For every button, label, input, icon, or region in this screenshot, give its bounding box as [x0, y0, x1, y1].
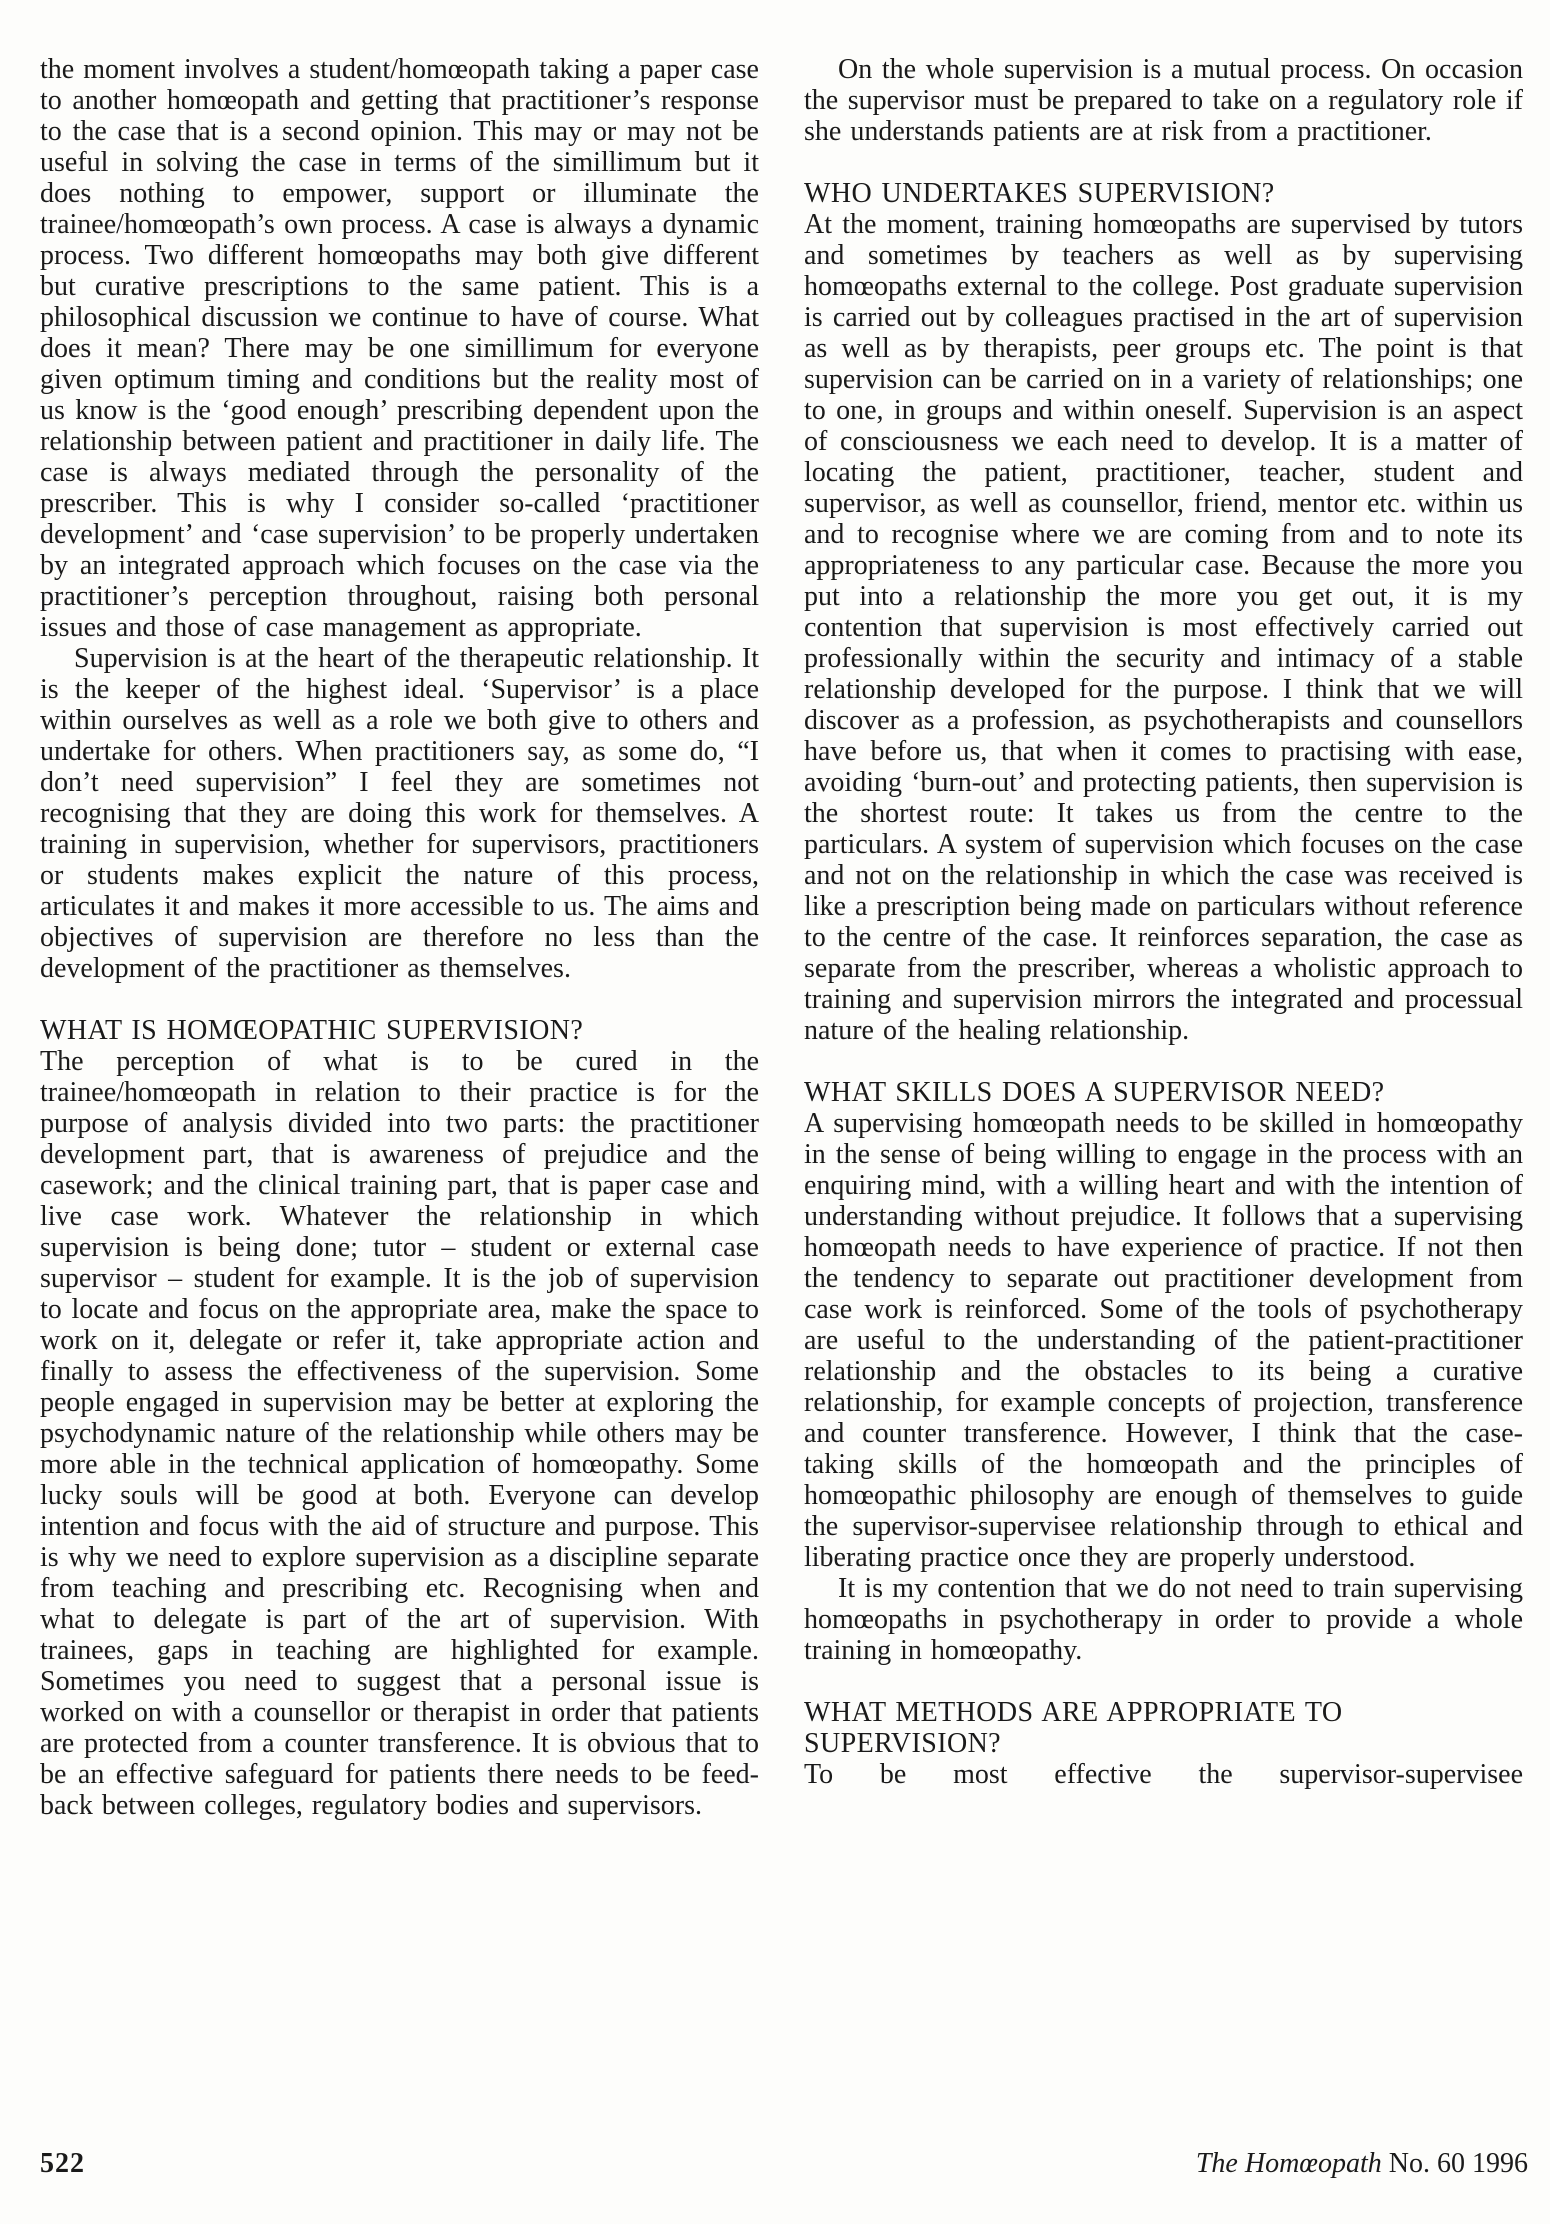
section-heading: WHAT IS HOMŒOPATHIC SUPERVISION?	[40, 1015, 584, 1046]
article-body	[40, 54, 1523, 1821]
section-heading: WHO UNDERTAKES SUPERVISION?	[804, 178, 1275, 209]
body-paragraph: the moment involves a student/homœopath taking a paper case to another homœopath and getting that practitioner’s response to the case that is a second opinion. This may or may not be useful in solving the case in terms of the simillimum but it does nothing to empower, support or illuminate the trainee/homœopath’s own process. A case is always a dynamic process. Two different homœopaths may both give different but curative prescriptions to the same patient. This is a philosophical discussion we continue to have of course. What does it mean? There may be one simillimum for everyone given optimum timing and conditions but the reality most of us know is the ‘good enough’ prescribing dependent upon the relationship between patient and practitioner in daily life. The case is always mediated through the personality of the prescriber. This is why I consider so-called ‘practitioner development’ and ‘case supervision’ to be properly undertaken by an integrated approach which focuses on the case via the practitioner’s perception throughout, raising both personal issues and those of case management as appropriate.	[40, 54, 759, 643]
body-paragraph: It is my contention that we do not need to train supervising homœopaths in psychotherapy in order to provide a whole training in homœopathy.	[804, 1573, 1523, 1666]
journal-title: The Homœopath	[1195, 2148, 1382, 2179]
section-heading: WHAT SKILLS DOES A SUPERVISOR NEED?	[804, 1077, 1385, 1108]
section-heading: WHAT METHODS ARE APPROPRIATE TO SUPERVISION?	[804, 1697, 1343, 1759]
body-paragraph: At the moment, training homœopaths are supervised by tutors and sometimes by teachers as well as by supervising homœopaths external to the college. Post graduate supervision is carried out by colleagues practised in the art of supervision as well as by therapists, peer groups etc. The point is that supervision can be carried on in a variety of relationships; one to one, in groups and within oneself. Supervision is an aspect of consciousness we each need to develop. It is a matter of locating the patient, practitioner, teacher, student and supervisor, as well as counsellor, friend, mentor etc. within us and to recognise where we are coming from and to note its appropriateness to any particular case. Because the more you put into a relationship the more you get out, it is my contention that supervision is most effectively carried out professionally within the security and intimacy of a stable relationship developed for the purpose. I think that we will discover as a profession, as psychotherapists and counsellors have before us, that when it comes to practising with ease, avoiding ‘burn-out’ and protecting patients, then supervision is the shortest route: It takes us from the centre to the particulars. A system of supervision which focuses on the case and not on the relationship in which the case was received is like a prescription being made on particulars without reference to the centre of the case. It reinforces separation, the case as separate from the prescriber, whereas a wholistic approach to training and supervision mirrors the integrated and processual nature of the healing relationship.	[804, 209, 1523, 1046]
journal-reference	[1196, 2148, 1528, 2180]
left-column	[40, 54, 759, 1821]
body-paragraph: The perception of what is to be cured in the trainee/homœopath in relation to their practice is for the purpose of analysis divided into two parts: the practitioner development part, that is awareness of prejudice and the casework; and the clinical training part, that is paper case and live case work. Whatever the relationship in which supervision is being done; tutor – student or external case supervisor – student for example. It is the job of supervision to locate and focus on the appropriate area, make the space to work on it, delegate or refer it, take appropriate action and finally to assess the effectiveness of the supervision. Some people engaged in supervision may be better at exploring the psychodynamic nature of the relationship while others may be more able in the technical application of homœopathy. Some lucky souls will be good at both. Everyone can develop intention and focus with the aid of structure and purpose. This is why we need to explore supervision as a discipline separate from teaching and prescribing etc. Recognising when and what to delegate is part of the art of supervision. With trainees, gaps in teaching are highlighted for example. Sometimes you need to suggest that a personal issue is worked on with a counsellor or therapist in order that patients are protected from a counter transference. It is obvious that to be an effective safeguard for patients there needs to be feed-back between colleges, regulatory bodies and supervisors.	[40, 1046, 759, 1821]
body-paragraph: Supervision is at the heart of the therapeutic relationship. It is the keeper of the highest ideal. ‘Supervisor’ is a place within ourselves as well as a role we both give to others and undertake for others. When practitioners say, as some do, “I don’t need supervision” I feel they are sometimes not recognising that they are doing this work for themselves. A training in supervision, whether for supervisors, practitioners or students makes explicit the nature of this process, articulates it and makes it more accessible to us. The aims and objectives of supervision are therefore no less than the development of the practitioner as themselves.	[40, 643, 759, 984]
page-footer	[40, 2148, 1528, 2180]
body-paragraph: A supervising homœopath needs to be skilled in homœopathy in the sense of being willing to engage in the process with an enquiring mind, with a willing heart and with the intention of understanding without prejudice. It follows that a supervising homœopath needs to have experience of practice. If not then the tendency to separate out practitioner development from case work is reinforced. Some of the tools of psychotherapy are useful to the understanding of the patient-practitioner relationship and the obstacles to its being a curative relationship, for example concepts of projection, transference and counter transference. However, I think that the case-taking skills of the homœopath and the principles of homœopathic philosophy are enough of themselves to guide the supervisor-supervisee relationship through to ethical and liberating practice once they are properly understood.	[804, 1108, 1523, 1573]
body-paragraph: On the whole supervision is a mutual process. On occasion the supervisor must be prepared to take on a regulatory role if she understands patients are at risk from a practitioner.	[804, 54, 1523, 147]
body-paragraph: To be most effective the supervisor-supervisee	[804, 1759, 1523, 1790]
page-number: 522	[40, 2148, 85, 2179]
right-column	[804, 54, 1523, 1821]
journal-issue: No. 60 1996	[1381, 2148, 1528, 2179]
